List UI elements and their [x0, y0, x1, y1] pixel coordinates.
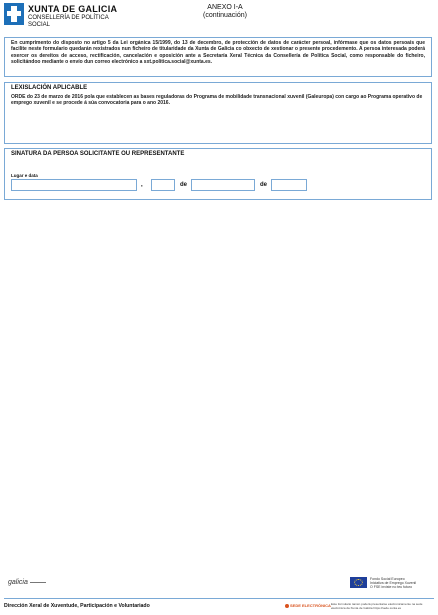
day-input[interactable] [151, 179, 175, 191]
eu-line-1: Fondo Social Europeo [370, 577, 405, 581]
sede-text: Este formulario tamén poderá presentarse electronicamente na sede electrónica da Xunta de Galicia https://sede.xunta.es [331, 602, 423, 610]
place-input[interactable] [11, 179, 137, 191]
legislation-text: ORDE do 23 de marzo de 2016 pola que establecen as bases reguladoras do Programa de mobilidade transnacional xuvenil (Galeuropa) con cargo ao Programa operativo de emprego xuvenil e se procede á súa convocatoria para o ano 2016. [11, 94, 423, 107]
comma-separator: , [141, 182, 143, 188]
annex-title [160, 4, 290, 20]
privacy-notice-box [4, 37, 432, 77]
eu-funding-text [370, 577, 432, 590]
sede-label: SEDE ELECTRÓNICA [290, 603, 331, 608]
legislation-box [4, 82, 432, 144]
footer-divider [4, 598, 434, 599]
department-name [28, 15, 138, 29]
dept-line-1: CONSELLERÍA DE POLÍTICA [28, 15, 109, 21]
year-input[interactable] [271, 179, 307, 191]
place-date-label: Lugar e data [11, 173, 38, 178]
annex-line-2: (continuación) [203, 12, 247, 19]
privacy-notice-text: En cumprimento do disposto no artigo 5 da Lei orgánica 15/1999, do 13 de decembro, de protección de datos de carácter persoal, infórmase que os datos persoais que facilite neste formulario quedarán rexistrados nun ficheiro de titularidade da Xunta de Galicia co obxecto de xestionar o presente procedemento. A persoa interesada poderá exercer os dereitos de acceso, rectificación, cancelación e oposición ante a Secretaría Xeral Técnica da Consellería de Política Social, como responsable do ficheiro, solicitándoo mediante o envío dun correo electrónico a sxt.politica.social@xunta.es. [11, 40, 425, 65]
xunta-logo-icon [4, 3, 24, 25]
de-separator-1: de [180, 182, 188, 188]
legislation-title: LEXISLACIÓN APLICABLE [11, 85, 88, 91]
eu-line-3: O FSE inviste no teu futuro [370, 585, 413, 590]
month-input[interactable] [191, 179, 255, 191]
galicia-logo [8, 579, 46, 586]
annex-line-1: ANEXO I-A [207, 4, 243, 11]
signature-title: SINATURA DA PERSOA SOLICITANTE OU REPRESENTANTE [11, 151, 185, 157]
org-name: XUNTA DE GALICIA [28, 4, 118, 14]
eu-flag-icon [350, 577, 367, 588]
sede-icon [285, 604, 289, 608]
signature-box [4, 148, 432, 200]
eu-line-2: Iniciativa de Emprego Xuvenil [370, 581, 417, 586]
de-separator-2: de [260, 182, 268, 188]
footer-department: Dirección Xeral de Xuventude, Participación e Voluntariado [4, 603, 150, 609]
galicia-logo-text: galicia [8, 579, 28, 586]
dept-line-2: SOCIAL [28, 22, 51, 28]
